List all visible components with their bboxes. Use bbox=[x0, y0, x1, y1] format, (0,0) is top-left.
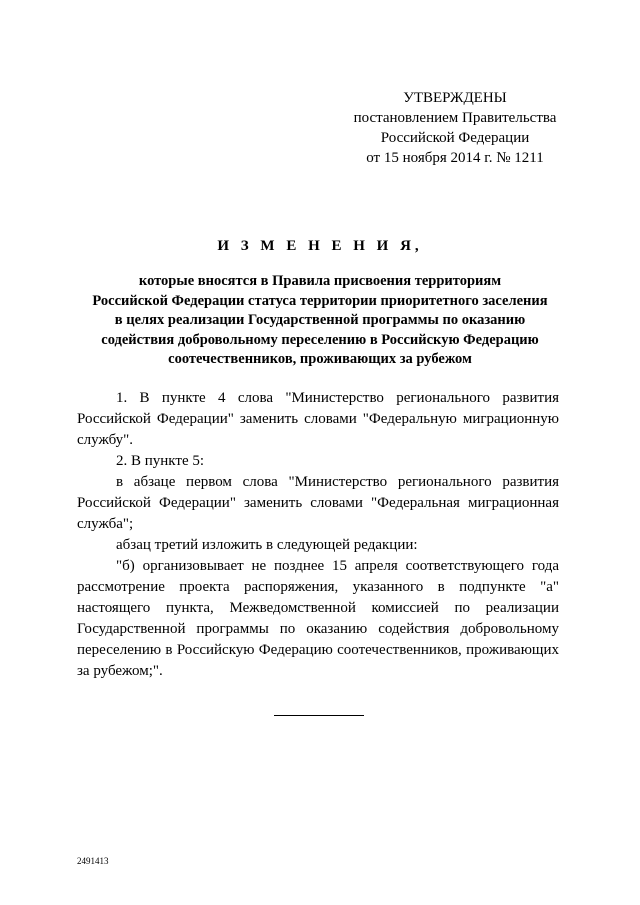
approval-authority: Российской Федерации bbox=[380, 130, 530, 146]
body-line: служба"; bbox=[77, 516, 134, 532]
approval-resolution: постановлением Правительства bbox=[353, 110, 557, 126]
paragraph-item-2-third-abzac bbox=[77, 535, 559, 556]
subtitle-line: Российской Федерации статуса территории приоритетного заселения bbox=[92, 292, 548, 309]
body-line: в абзаце первом слова "Министерство регионального развития bbox=[116, 474, 559, 490]
paragraph-item-2-first-abzac bbox=[77, 472, 559, 535]
approval-heading: УТВЕРЖДЕНЫ bbox=[403, 90, 507, 106]
body-line: Российской Федерации" заменить словами "Федеральная миграционная bbox=[77, 495, 559, 511]
body-line: за рубежом;". bbox=[77, 663, 163, 679]
subtitle-line: в целях реализации Государственной программы по оказанию bbox=[114, 312, 526, 328]
body-line: настоящего пункта, Межведомственной комиссией по реализации bbox=[77, 600, 559, 616]
body-line: "б) организовывает не позднее 15 апреля соответствующего года bbox=[116, 558, 559, 574]
title-subtitle bbox=[80, 272, 560, 370]
body-line: 2. В пункте 5: bbox=[116, 453, 205, 469]
body-line: Российской Федерации" заменить словами "Федеральную миграционную bbox=[77, 411, 559, 427]
approval-stamp bbox=[335, 88, 575, 168]
body-line: Государственной программы по оказанию содействия добровольному bbox=[77, 621, 559, 637]
document-title bbox=[80, 236, 560, 370]
body-line: рассмотрение проекта распоряжения, указанного в подпункте "а" bbox=[77, 579, 559, 595]
title-main: И З М Е Н Е Н И Я, bbox=[217, 238, 423, 254]
body-line: 1. В пункте 4 слова "Министерство регионального развития bbox=[116, 390, 559, 406]
end-separator-line bbox=[274, 715, 364, 716]
body-line: абзац третий изложить в следующей редакции: bbox=[116, 537, 418, 553]
body-line: службу". bbox=[77, 432, 134, 448]
document-code: 2491413 bbox=[77, 856, 109, 866]
document-body bbox=[77, 388, 559, 682]
subtitle-line: которые вносятся в Правила присвоения территориям bbox=[138, 273, 502, 289]
body-line: переселению в Российскую Федерацию соотечественников, проживающих bbox=[77, 642, 559, 658]
subtitle-line: содействия добровольному переселению в Российскую Федерацию bbox=[101, 331, 539, 348]
paragraph-item-1 bbox=[77, 388, 559, 451]
paragraph-item-2 bbox=[77, 451, 559, 472]
subtitle-line: соотечественников, проживающих за рубежом bbox=[168, 351, 472, 367]
paragraph-new-wording bbox=[77, 556, 559, 682]
approval-date-number: от 15 ноября 2014 г. № 1211 bbox=[366, 150, 544, 166]
